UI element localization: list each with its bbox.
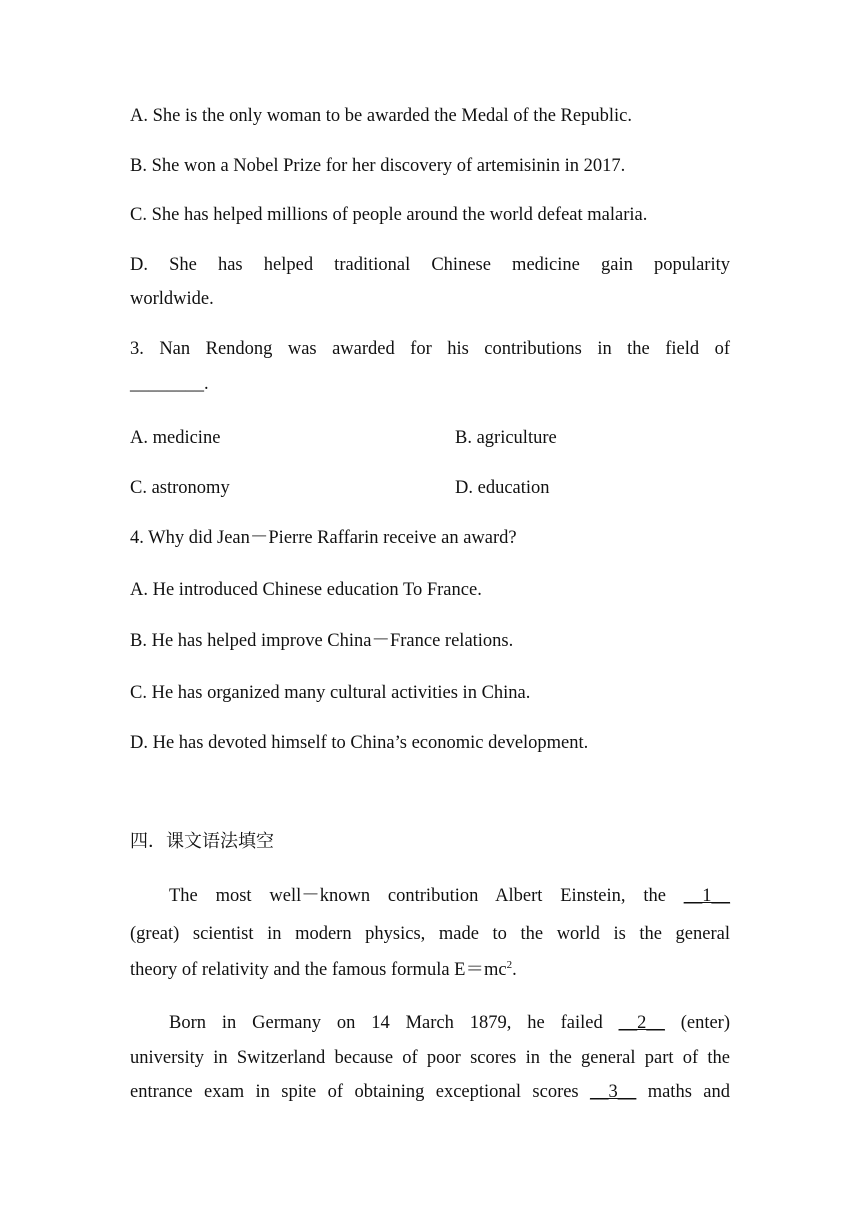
q2-option-d-line2: worldwide. [130,289,214,309]
formula-superscript: 2 [506,958,513,971]
passage-p2-line3 [130,1080,730,1104]
passage-p2-line1-text: Born in Germany on 14 March 1879, he failed [169,1013,619,1033]
passage-p1-line2: (great) scientist in modern physics, made to the world is the general [130,924,730,944]
q4-option-d[interactable]: D. He has devoted himself to China’s economic development. [130,733,589,753]
passage-p1-line3-text: theory of relativity and the famous formula E＝mc [130,960,507,980]
passage-p1-line1 [130,884,730,908]
q4-option-b[interactable]: B. He has helped improve China－France relations. [130,631,514,651]
q3-option-d[interactable]: D. education [455,478,550,498]
q3-stem-line1: 3. Nan Rendong was awarded for his contributions in the field of [130,339,730,359]
q3-option-b[interactable]: B. agriculture [455,428,557,448]
passage-p2-line2: university in Switzerland because of poor scores in the general part of the [130,1048,730,1068]
passage-p2-line3-end: maths and [636,1082,731,1102]
q3-option-c[interactable]: C. astronomy [130,478,230,498]
passage-p2-line3-text: entrance exam in spite of obtaining exceptional scores [130,1082,591,1102]
q2-option-c[interactable]: C. She has helped millions of people around the world defeat malaria. [130,205,648,225]
q4-stem: 4. Why did Jean－Pierre Raffarin receive an award? [130,528,517,548]
blank-2[interactable]: __2__ [618,1013,665,1033]
q4-option-a[interactable]: A. He introduced Chinese education To France. [130,580,482,600]
blank-1[interactable]: __1__ [683,886,730,906]
q2-option-a[interactable]: A. She is the only woman to be awarded the Medal of the Republic. [130,106,632,126]
q3-stem-line2: ________. [130,374,209,394]
passage-p1-line1-text: The most well－known contribution Albert Einstein, the [169,886,684,906]
q4-option-c[interactable]: C. He has organized many cultural activities in China. [130,683,531,703]
passage-p2-line1-end: (enter) [664,1013,730,1033]
q3-option-a[interactable]: A. medicine [130,428,221,448]
passage-p2-line1 [130,1011,730,1035]
section-heading: 四．课文语法填空 [130,831,274,852]
passage-p1-line3-end: . [512,960,517,980]
blank-3[interactable]: __3__ [590,1082,637,1102]
passage-p1-line3 [130,958,517,982]
q2-option-d-line1[interactable]: D. She has helped traditional Chinese medicine gain popularity [130,255,730,275]
q2-option-b[interactable]: B. She won a Nobel Prize for her discovery of artemisinin in 2017. [130,156,626,176]
